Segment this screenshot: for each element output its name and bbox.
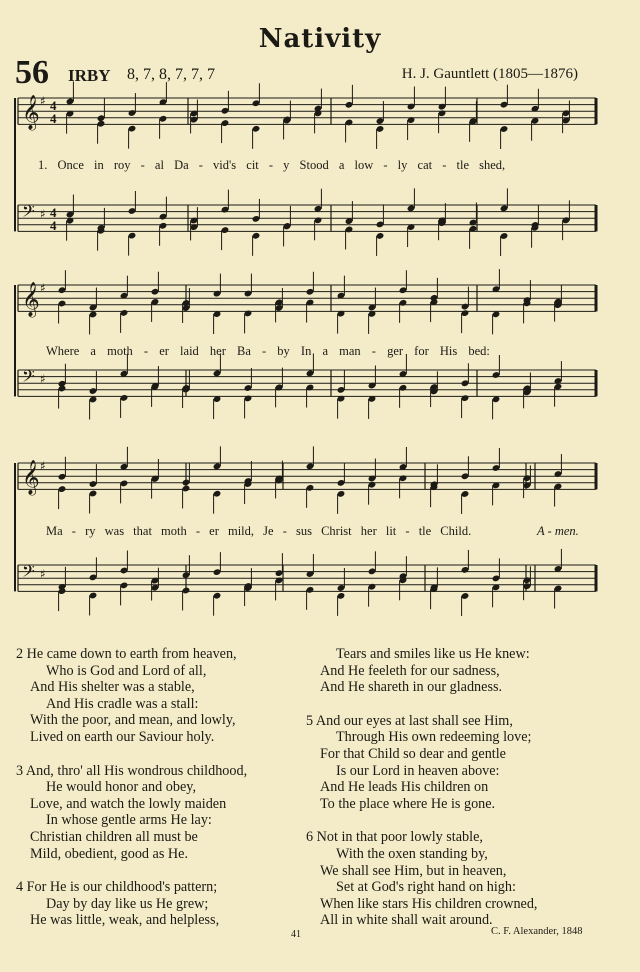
verse-line: 6 Not in that poor lowly stable, — [306, 829, 483, 846]
treble-clef-icon: 𝄞 — [22, 95, 40, 130]
lyric-line-1: 1. Once in roy - al Da - vid's cit - y Stood a low - ly cat - tle shed, — [38, 158, 506, 172]
verse-line: Mild, obedient, good as He. — [30, 845, 189, 862]
verse-line: 2 He came down to earth from heaven, — [16, 646, 237, 662]
verse-line: For that Child so dear and gentle — [320, 745, 506, 762]
verse-line: Is our Lord in heaven above: — [336, 762, 500, 779]
verse-line: Christian children all must be — [30, 828, 198, 845]
verse-line: With the oxen standing by, — [336, 845, 488, 862]
verse-line: All in white shall wait around. — [320, 912, 493, 929]
time-signature: 4 — [50, 218, 57, 233]
verse-6 — [306, 829, 537, 929]
hymn-number: 56 — [15, 54, 49, 91]
verse-line: With the poor, and mean, and lowly, — [30, 712, 236, 729]
hymn-title: Nativity — [258, 24, 382, 54]
verse-3 — [16, 763, 247, 863]
verse-line: And His cradle was a stall: — [46, 695, 199, 712]
lyric-line-3: Ma - ry was that moth - er mild, Je - sus Christ her lit - tle Child. — [46, 524, 472, 538]
verse-line: Lived on earth our Saviour holy. — [30, 728, 215, 745]
bass-clef-icon: 𝄢 — [22, 561, 35, 585]
verse-line: To the place where He is gone. — [320, 795, 496, 812]
tune-name: IRBY — [68, 66, 111, 85]
page-number: 41 — [291, 929, 301, 940]
treble-clef-icon: 𝄞 — [22, 282, 40, 317]
verse-line: And His shelter was a stable, — [30, 679, 195, 696]
time-signature: 4 — [50, 205, 57, 220]
time-signature: 4 — [50, 111, 57, 126]
verse-line: Day by day like us He grew; — [46, 895, 209, 912]
sharp-icon: ♯ — [40, 281, 46, 295]
verse-5 — [306, 713, 537, 813]
lyric-line-2: Where a moth - er laid her Ba - by In a man - ger for His bed: — [46, 344, 490, 358]
verse-line: Tears and smiles like us He knew: — [336, 646, 530, 662]
bass-clef-icon: 𝄢 — [22, 201, 35, 225]
amen-lyric: A - men. — [537, 524, 579, 538]
composer: H. J. Gauntlett (1805—1876) — [401, 66, 578, 82]
verse-line: 4 For He is our childhood's pattern; — [16, 879, 218, 896]
meter: 8, 7, 8, 7, 7, 7 — [127, 66, 215, 83]
verse-line: Who is God and Lord of all, — [46, 662, 207, 679]
verse-line: And He feeleth for our sadness, — [320, 662, 500, 679]
verse-line: When like stars His children crowned, — [320, 895, 538, 912]
treble-clef-icon: 𝄞 — [22, 460, 40, 495]
sharp-icon: ♯ — [40, 372, 46, 386]
sharp-icon: ♯ — [40, 94, 46, 108]
text-author: C. F. Alexander, 1848 — [491, 926, 583, 937]
verses-right-column — [306, 646, 537, 929]
verse-line: Set at God's right hand on high: — [336, 879, 516, 896]
verse-line: Love, and watch the lowly maiden — [30, 795, 227, 812]
verse-line: And He shareth in our gladness. — [320, 679, 503, 696]
verses-left-column — [16, 646, 247, 929]
sharp-icon: ♯ — [40, 567, 46, 581]
verse-line: In whose gentle arms He lay: — [46, 812, 212, 829]
verse-2 — [16, 646, 247, 746]
verse-line: He would honor and obey, — [46, 779, 196, 796]
verse-line: And He leads His children on — [320, 779, 489, 796]
verse-line: He was little, weak, and helpless, — [30, 912, 220, 929]
verse-line: Through His own redeeming love; — [336, 729, 532, 746]
sharp-icon: ♯ — [40, 207, 46, 221]
verse-4 — [16, 879, 247, 929]
bass-clef-icon: 𝄢 — [22, 366, 35, 390]
time-signature: 4 — [50, 98, 57, 113]
verse-line: 5 And our eyes at last shall see Him, — [306, 712, 513, 729]
verse-4-continued — [306, 646, 537, 696]
verse-line: We shall see Him, but in heaven, — [320, 862, 507, 879]
sharp-icon: ♯ — [40, 459, 46, 473]
verse-line: 3 And, thro' all His wondrous childhood, — [16, 762, 248, 779]
